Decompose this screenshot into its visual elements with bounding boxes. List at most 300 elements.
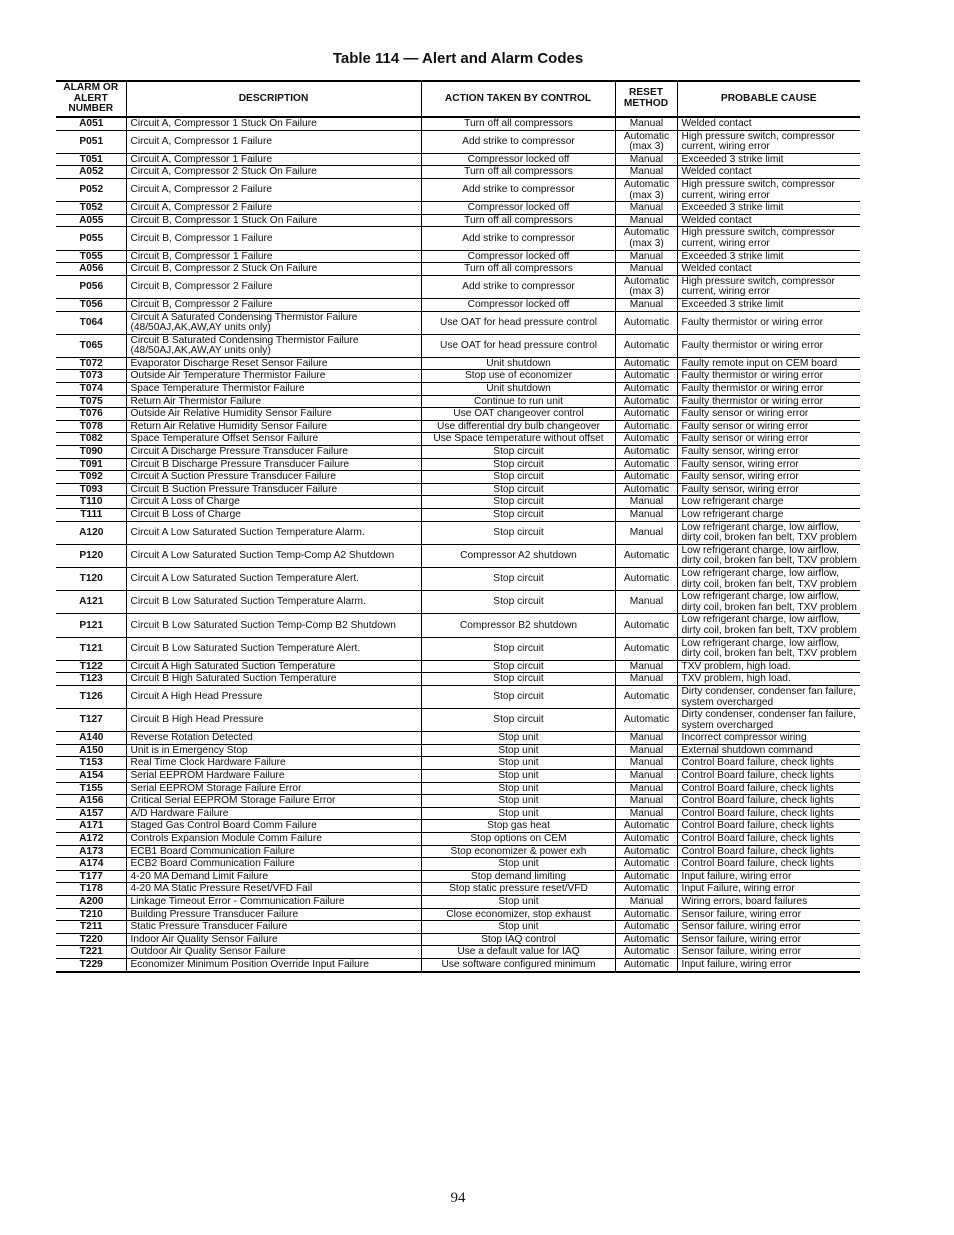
table-row <box>56 660 860 673</box>
table-row <box>56 395 860 408</box>
alarm-number-cell: T092 <box>56 471 126 484</box>
alarm-number-cell: T082 <box>56 433 126 446</box>
action-cell: Stop unit <box>421 795 615 808</box>
probable-cause-cell: Input failure, wiring error <box>677 870 860 883</box>
action-cell: Compressor locked off <box>421 202 615 215</box>
alarm-number-cell: A055 <box>56 214 126 227</box>
reset-method-cell: Automatic <box>615 858 677 871</box>
action-cell: Stop circuit <box>421 509 615 522</box>
reset-method-cell: Automatic (max 3) <box>615 130 677 153</box>
action-cell: Turn off all compressors <box>421 214 615 227</box>
action-cell: Stop unit <box>421 921 615 934</box>
reset-method-cell: Manual <box>615 660 677 673</box>
table-row <box>56 263 860 276</box>
action-cell: Use OAT for head pressure control <box>421 334 615 357</box>
description-cell: Circuit A Discharge Pressure Transducer Failure <box>126 446 421 459</box>
action-cell: Stop economizer & power exh <box>421 845 615 858</box>
alarm-number-cell: A200 <box>56 896 126 909</box>
alarm-number-cell: P051 <box>56 130 126 153</box>
alarm-number-cell: T055 <box>56 250 126 263</box>
reset-method-cell: Automatic <box>615 408 677 421</box>
alarm-number-cell: T127 <box>56 709 126 732</box>
reset-method-cell: Automatic (max 3) <box>615 227 677 250</box>
description-cell: Circuit A High Head Pressure <box>126 685 421 708</box>
probable-cause-cell: Faulty sensor, wiring error <box>677 446 860 459</box>
table-row <box>56 334 860 357</box>
reset-method-cell: Manual <box>615 521 677 544</box>
probable-cause-cell: TXV problem, high load. <box>677 673 860 686</box>
description-cell: Circuit B, Compressor 1 Failure <box>126 250 421 263</box>
reset-method-cell: Automatic <box>615 357 677 370</box>
action-cell: Stop circuit <box>421 660 615 673</box>
table-row <box>56 908 860 921</box>
action-cell: Stop unit <box>421 732 615 745</box>
table-row <box>56 471 860 484</box>
description-cell: Economizer Minimum Position Override Input Failure <box>126 958 421 971</box>
description-cell: Circuit B Suction Pressure Transducer Failure <box>126 483 421 496</box>
probable-cause-cell: Control Board failure, check lights <box>677 795 860 808</box>
table-row <box>56 383 860 396</box>
table-row <box>56 807 860 820</box>
probable-cause-cell: Control Board failure, check lights <box>677 757 860 770</box>
alarm-number-cell: T052 <box>56 202 126 215</box>
alarm-number-cell: T221 <box>56 946 126 959</box>
probable-cause-cell: Exceeded 3 strike limit <box>677 202 860 215</box>
reset-method-cell: Automatic <box>615 933 677 946</box>
alarm-number-cell: A150 <box>56 744 126 757</box>
description-cell: Building Pressure Transducer Failure <box>126 908 421 921</box>
reset-method-cell: Manual <box>615 166 677 179</box>
action-cell: Stop static pressure reset/VFD <box>421 883 615 896</box>
description-cell: Circuit A Low Saturated Suction Temperature Alert. <box>126 567 421 590</box>
description-cell: Circuit A Suction Pressure Transducer Failure <box>126 471 421 484</box>
reset-method-cell: Manual <box>615 732 677 745</box>
probable-cause-cell: Control Board failure, check lights <box>677 820 860 833</box>
reset-method-cell: Automatic <box>615 544 677 567</box>
column-header-reset-method: RESET METHOD <box>615 81 677 117</box>
probable-cause-cell: Faulty sensor, wiring error <box>677 471 860 484</box>
table-row <box>56 870 860 883</box>
reset-method-cell: Automatic <box>615 458 677 471</box>
alarm-number-cell: T211 <box>56 921 126 934</box>
alarm-number-cell: P056 <box>56 275 126 298</box>
alarm-number-cell: T072 <box>56 357 126 370</box>
reset-method-cell: Manual <box>615 807 677 820</box>
probable-cause-cell: Sensor failure, wiring error <box>677 933 860 946</box>
table-row <box>56 833 860 846</box>
alarm-number-cell: T074 <box>56 383 126 396</box>
alarm-number-cell: A120 <box>56 521 126 544</box>
probable-cause-cell: Dirty condenser, condenser fan failure, system overcharged <box>677 709 860 732</box>
probable-cause-cell: Faulty thermistor or wiring error <box>677 383 860 396</box>
action-cell: Stop unit <box>421 770 615 783</box>
table-row <box>56 673 860 686</box>
table-row <box>56 921 860 934</box>
alarm-number-cell: A157 <box>56 807 126 820</box>
alarm-number-cell: P055 <box>56 227 126 250</box>
description-cell: Linkage Timeout Error - Communication Failure <box>126 896 421 909</box>
reset-method-cell: Manual <box>615 509 677 522</box>
action-cell: Add strike to compressor <box>421 130 615 153</box>
description-cell: Circuit A Saturated Condensing Thermistor Failure (48/50AJ,AK,AW,AY units only) <box>126 311 421 334</box>
reset-method-cell: Manual <box>615 263 677 276</box>
table-row <box>56 795 860 808</box>
alarm-number-cell: T123 <box>56 673 126 686</box>
description-cell: Outside Air Relative Humidity Sensor Failure <box>126 408 421 421</box>
table-row <box>56 446 860 459</box>
probable-cause-cell: Exceeded 3 strike limit <box>677 298 860 311</box>
description-cell: Static Pressure Transducer Failure <box>126 921 421 934</box>
table-row <box>56 311 860 334</box>
probable-cause-cell: Welded contact <box>677 166 860 179</box>
description-cell: Circuit B Low Saturated Suction Temperature Alert. <box>126 637 421 660</box>
action-cell: Stop options on CEM <box>421 833 615 846</box>
table-row <box>56 732 860 745</box>
table-row <box>56 845 860 858</box>
table-body <box>56 117 860 972</box>
alarm-number-cell: A051 <box>56 117 126 130</box>
alarm-number-cell: T229 <box>56 958 126 971</box>
probable-cause-cell: Faulty thermistor or wiring error <box>677 395 860 408</box>
reset-method-cell: Automatic <box>615 833 677 846</box>
table-row <box>56 408 860 421</box>
table-row <box>56 782 860 795</box>
alarm-number-cell: A154 <box>56 770 126 783</box>
alarm-number-cell: P121 <box>56 614 126 637</box>
action-cell: Stop circuit <box>421 483 615 496</box>
alarm-number-cell: T122 <box>56 660 126 673</box>
description-cell: ECB2 Board Communication Failure <box>126 858 421 871</box>
description-cell: Circuit B Discharge Pressure Transducer Failure <box>126 458 421 471</box>
description-cell: Real Time Clock Hardware Failure <box>126 757 421 770</box>
description-cell: Reverse Rotation Detected <box>126 732 421 745</box>
probable-cause-cell: High pressure switch, compressor current, wiring error <box>677 275 860 298</box>
alarm-number-cell: T073 <box>56 370 126 383</box>
alarm-number-cell: T076 <box>56 408 126 421</box>
description-cell: Circuit A, Compressor 2 Failure <box>126 202 421 215</box>
alarm-number-cell: T155 <box>56 782 126 795</box>
description-cell: Circuit A, Compressor 1 Failure <box>126 130 421 153</box>
probable-cause-cell: High pressure switch, compressor current, wiring error <box>677 130 860 153</box>
probable-cause-cell: Control Board failure, check lights <box>677 858 860 871</box>
column-header-probable-cause: PROBABLE CAUSE <box>677 81 860 117</box>
description-cell: Circuit B, Compressor 1 Stuck On Failure <box>126 214 421 227</box>
table-row <box>56 509 860 522</box>
probable-cause-cell: Input failure, wiring error <box>677 958 860 971</box>
probable-cause-cell: Low refrigerant charge, low airflow, dirty coil, broken fan belt, TXV problem <box>677 521 860 544</box>
reset-method-cell: Automatic <box>615 471 677 484</box>
reset-method-cell: Automatic <box>615 370 677 383</box>
description-cell: Controls Expansion Module Comm Failure <box>126 833 421 846</box>
action-cell: Stop circuit <box>421 591 615 614</box>
probable-cause-cell: Low refrigerant charge, low airflow, dirty coil, broken fan belt, TXV problem <box>677 614 860 637</box>
action-cell: Stop circuit <box>421 458 615 471</box>
probable-cause-cell: Incorrect compressor wiring <box>677 732 860 745</box>
description-cell: Evaporator Discharge Reset Sensor Failure <box>126 357 421 370</box>
description-cell: Serial EEPROM Hardware Failure <box>126 770 421 783</box>
action-cell: Turn off all compressors <box>421 166 615 179</box>
description-cell: Circuit B Low Saturated Suction Temperature Alarm. <box>126 591 421 614</box>
action-cell: Stop unit <box>421 896 615 909</box>
table-row <box>56 946 860 959</box>
description-cell: Circuit A, Compressor 1 Stuck On Failure <box>126 117 421 130</box>
action-cell: Stop circuit <box>421 673 615 686</box>
table-row <box>56 744 860 757</box>
reset-method-cell: Manual <box>615 153 677 166</box>
alarm-number-cell: T075 <box>56 395 126 408</box>
reset-method-cell: Automatic <box>615 311 677 334</box>
table-row <box>56 896 860 909</box>
probable-cause-cell: Welded contact <box>677 263 860 276</box>
description-cell: Circuit A, Compressor 1 Failure <box>126 153 421 166</box>
description-cell: Circuit A High Saturated Suction Temperature <box>126 660 421 673</box>
description-cell: Unit is in Emergency Stop <box>126 744 421 757</box>
alarm-number-cell: T110 <box>56 496 126 509</box>
reset-method-cell: Automatic <box>615 685 677 708</box>
description-cell: Space Temperature Offset Sensor Failure <box>126 433 421 446</box>
table-row <box>56 757 860 770</box>
probable-cause-cell: Faulty sensor, wiring error <box>677 458 860 471</box>
probable-cause-cell: TXV problem, high load. <box>677 660 860 673</box>
reset-method-cell: Manual <box>615 496 677 509</box>
probable-cause-cell: Dirty condenser, condenser fan failure, system overcharged <box>677 685 860 708</box>
probable-cause-cell: Welded contact <box>677 117 860 130</box>
table-header-row <box>56 81 860 117</box>
alarm-number-cell: A121 <box>56 591 126 614</box>
alarm-number-cell: A056 <box>56 263 126 276</box>
probable-cause-cell: Low refrigerant charge <box>677 509 860 522</box>
reset-method-cell: Automatic (max 3) <box>615 178 677 201</box>
alarm-number-cell: T065 <box>56 334 126 357</box>
probable-cause-cell: Control Board failure, check lights <box>677 845 860 858</box>
probable-cause-cell: Faulty remote input on CEM board <box>677 357 860 370</box>
reset-method-cell: Automatic <box>615 946 677 959</box>
table-row <box>56 685 860 708</box>
reset-method-cell: Manual <box>615 591 677 614</box>
probable-cause-cell: Input Failure, wiring error <box>677 883 860 896</box>
description-cell: ECB1 Board Communication Failure <box>126 845 421 858</box>
probable-cause-cell: Faulty thermistor or wiring error <box>677 370 860 383</box>
reset-method-cell: Manual <box>615 298 677 311</box>
reset-method-cell: Manual <box>615 770 677 783</box>
table-row <box>56 370 860 383</box>
action-cell: Compressor locked off <box>421 298 615 311</box>
probable-cause-cell: Welded contact <box>677 214 860 227</box>
description-cell: Circuit B Loss of Charge <box>126 509 421 522</box>
alarm-number-cell: A173 <box>56 845 126 858</box>
alarm-number-cell: T178 <box>56 883 126 896</box>
alarm-number-cell: T064 <box>56 311 126 334</box>
reset-method-cell: Automatic <box>615 483 677 496</box>
alarm-number-cell: A156 <box>56 795 126 808</box>
table-row <box>56 709 860 732</box>
probable-cause-cell: Low refrigerant charge <box>677 496 860 509</box>
table-row <box>56 166 860 179</box>
action-cell: Compressor A2 shutdown <box>421 544 615 567</box>
action-cell: Add strike to compressor <box>421 275 615 298</box>
reset-method-cell: Automatic <box>615 845 677 858</box>
action-cell: Unit shutdown <box>421 357 615 370</box>
probable-cause-cell: Faulty sensor or wiring error <box>677 408 860 421</box>
alarm-number-cell: A172 <box>56 833 126 846</box>
probable-cause-cell: Faulty thermistor or wiring error <box>677 311 860 334</box>
description-cell: Critical Serial EEPROM Storage Failure Error <box>126 795 421 808</box>
reset-method-cell: Manual <box>615 782 677 795</box>
action-cell: Stop circuit <box>421 637 615 660</box>
reset-method-cell: Automatic <box>615 820 677 833</box>
probable-cause-cell: Low refrigerant charge, low airflow, dirty coil, broken fan belt, TXV problem <box>677 544 860 567</box>
table-row <box>56 433 860 446</box>
action-cell: Compressor locked off <box>421 250 615 263</box>
table-row <box>56 637 860 660</box>
description-cell: Circuit B Low Saturated Suction Temp-Comp B2 Shutdown <box>126 614 421 637</box>
alarm-number-cell: T090 <box>56 446 126 459</box>
description-cell: Circuit B High Saturated Suction Temperature <box>126 673 421 686</box>
probable-cause-cell: Faulty sensor or wiring error <box>677 433 860 446</box>
reset-method-cell: Automatic <box>615 870 677 883</box>
reset-method-cell: Manual <box>615 795 677 808</box>
reset-method-cell: Automatic <box>615 446 677 459</box>
table-row <box>56 202 860 215</box>
action-cell: Add strike to compressor <box>421 227 615 250</box>
probable-cause-cell: Control Board failure, check lights <box>677 782 860 795</box>
alarm-number-cell: T210 <box>56 908 126 921</box>
action-cell: Stop circuit <box>421 567 615 590</box>
column-header-alarm-number: ALARM OR ALERT NUMBER <box>56 81 126 117</box>
reset-method-cell: Manual <box>615 757 677 770</box>
reset-method-cell: Manual <box>615 744 677 757</box>
action-cell: Stop unit <box>421 858 615 871</box>
action-cell: Add strike to compressor <box>421 178 615 201</box>
action-cell: Stop circuit <box>421 471 615 484</box>
description-cell: Space Temperature Thermistor Failure <box>126 383 421 396</box>
description-cell: Circuit B, Compressor 2 Failure <box>126 275 421 298</box>
action-cell: Stop demand limiting <box>421 870 615 883</box>
action-cell: Close economizer, stop exhaust <box>421 908 615 921</box>
alarm-codes-table <box>56 80 860 973</box>
table-row <box>56 458 860 471</box>
table-row <box>56 933 860 946</box>
reset-method-cell: Automatic <box>615 921 677 934</box>
table-row <box>56 770 860 783</box>
description-cell: Outside Air Temperature Thermistor Failure <box>126 370 421 383</box>
table-row <box>56 496 860 509</box>
table-row <box>56 521 860 544</box>
probable-cause-cell: Faulty sensor or wiring error <box>677 420 860 433</box>
description-cell: Staged Gas Control Board Comm Failure <box>126 820 421 833</box>
description-cell: Circuit B, Compressor 2 Failure <box>126 298 421 311</box>
reset-method-cell: Manual <box>615 896 677 909</box>
probable-cause-cell: Low refrigerant charge, low airflow, dirty coil, broken fan belt, TXV problem <box>677 637 860 660</box>
alarm-number-cell: A052 <box>56 166 126 179</box>
reset-method-cell: Manual <box>615 250 677 263</box>
description-cell: 4-20 MA Demand Limit Failure <box>126 870 421 883</box>
alarm-number-cell: T120 <box>56 567 126 590</box>
description-cell: Return Air Thermistor Failure <box>126 395 421 408</box>
table-row <box>56 820 860 833</box>
alarm-number-cell: T153 <box>56 757 126 770</box>
action-cell: Compressor locked off <box>421 153 615 166</box>
alarm-number-cell: A140 <box>56 732 126 745</box>
probable-cause-cell: External shutdown command <box>677 744 860 757</box>
table-row <box>56 117 860 130</box>
description-cell: Circuit A Low Saturated Suction Temperature Alarm. <box>126 521 421 544</box>
probable-cause-cell: Sensor failure, wiring error <box>677 908 860 921</box>
alarm-number-cell: T126 <box>56 685 126 708</box>
alarm-number-cell: A174 <box>56 858 126 871</box>
action-cell: Continue to run unit <box>421 395 615 408</box>
alarm-number-cell: T121 <box>56 637 126 660</box>
reset-method-cell: Automatic (max 3) <box>615 275 677 298</box>
action-cell: Stop IAQ control <box>421 933 615 946</box>
reset-method-cell: Automatic <box>615 908 677 921</box>
action-cell: Stop unit <box>421 757 615 770</box>
table-row <box>56 883 860 896</box>
probable-cause-cell: Exceeded 3 strike limit <box>677 250 860 263</box>
reset-method-cell: Automatic <box>615 637 677 660</box>
alarm-number-cell: P052 <box>56 178 126 201</box>
reset-method-cell: Manual <box>615 202 677 215</box>
description-cell: Circuit B Saturated Condensing Thermistor Failure (48/50AJ,AK,AW,AY units only) <box>126 334 421 357</box>
table-title: Table 114 — Alert and Alarm Codes <box>332 50 584 67</box>
probable-cause-cell: Sensor failure, wiring error <box>677 921 860 934</box>
action-cell: Stop circuit <box>421 496 615 509</box>
alarm-number-cell: T056 <box>56 298 126 311</box>
action-cell: Stop circuit <box>421 446 615 459</box>
probable-cause-cell: Wiring errors, board failures <box>677 896 860 909</box>
action-cell: Use OAT changeover control <box>421 408 615 421</box>
action-cell: Use OAT for head pressure control <box>421 311 615 334</box>
reset-method-cell: Automatic <box>615 433 677 446</box>
column-header-action: ACTION TAKEN BY CONTROL <box>421 81 615 117</box>
description-cell: Circuit B, Compressor 1 Failure <box>126 227 421 250</box>
alarm-number-cell: T078 <box>56 420 126 433</box>
action-cell: Stop unit <box>421 782 615 795</box>
probable-cause-cell: High pressure switch, compressor current, wiring error <box>677 227 860 250</box>
action-cell: Stop circuit <box>421 709 615 732</box>
probable-cause-cell: High pressure switch, compressor current, wiring error <box>677 178 860 201</box>
action-cell: Turn off all compressors <box>421 117 615 130</box>
action-cell: Use Space temperature without offset <box>421 433 615 446</box>
action-cell: Use a default value for IAQ <box>421 946 615 959</box>
description-cell: Outdoor Air Quality Sensor Failure <box>126 946 421 959</box>
action-cell: Stop use of economizer <box>421 370 615 383</box>
table-row <box>56 483 860 496</box>
description-cell: Return Air Relative Humidity Sensor Failure <box>126 420 421 433</box>
alarm-number-cell: P120 <box>56 544 126 567</box>
reset-method-cell: Automatic <box>615 709 677 732</box>
table-row <box>56 357 860 370</box>
reset-method-cell: Manual <box>615 214 677 227</box>
reset-method-cell: Automatic <box>615 567 677 590</box>
action-cell: Stop circuit <box>421 685 615 708</box>
action-cell: Use differential dry bulb changeover <box>421 420 615 433</box>
table-row <box>56 614 860 637</box>
alarm-number-cell: T177 <box>56 870 126 883</box>
action-cell: Stop circuit <box>421 521 615 544</box>
reset-method-cell: Automatic <box>615 395 677 408</box>
probable-cause-cell: Sensor failure, wiring error <box>677 946 860 959</box>
reset-method-cell: Manual <box>615 673 677 686</box>
table-row <box>56 420 860 433</box>
table-row <box>56 567 860 590</box>
probable-cause-cell: Control Board failure, check lights <box>677 770 860 783</box>
description-cell: Circuit A Loss of Charge <box>126 496 421 509</box>
reset-method-cell: Manual <box>615 117 677 130</box>
alarm-number-cell: A171 <box>56 820 126 833</box>
table-row <box>56 544 860 567</box>
action-cell: Compressor B2 shutdown <box>421 614 615 637</box>
